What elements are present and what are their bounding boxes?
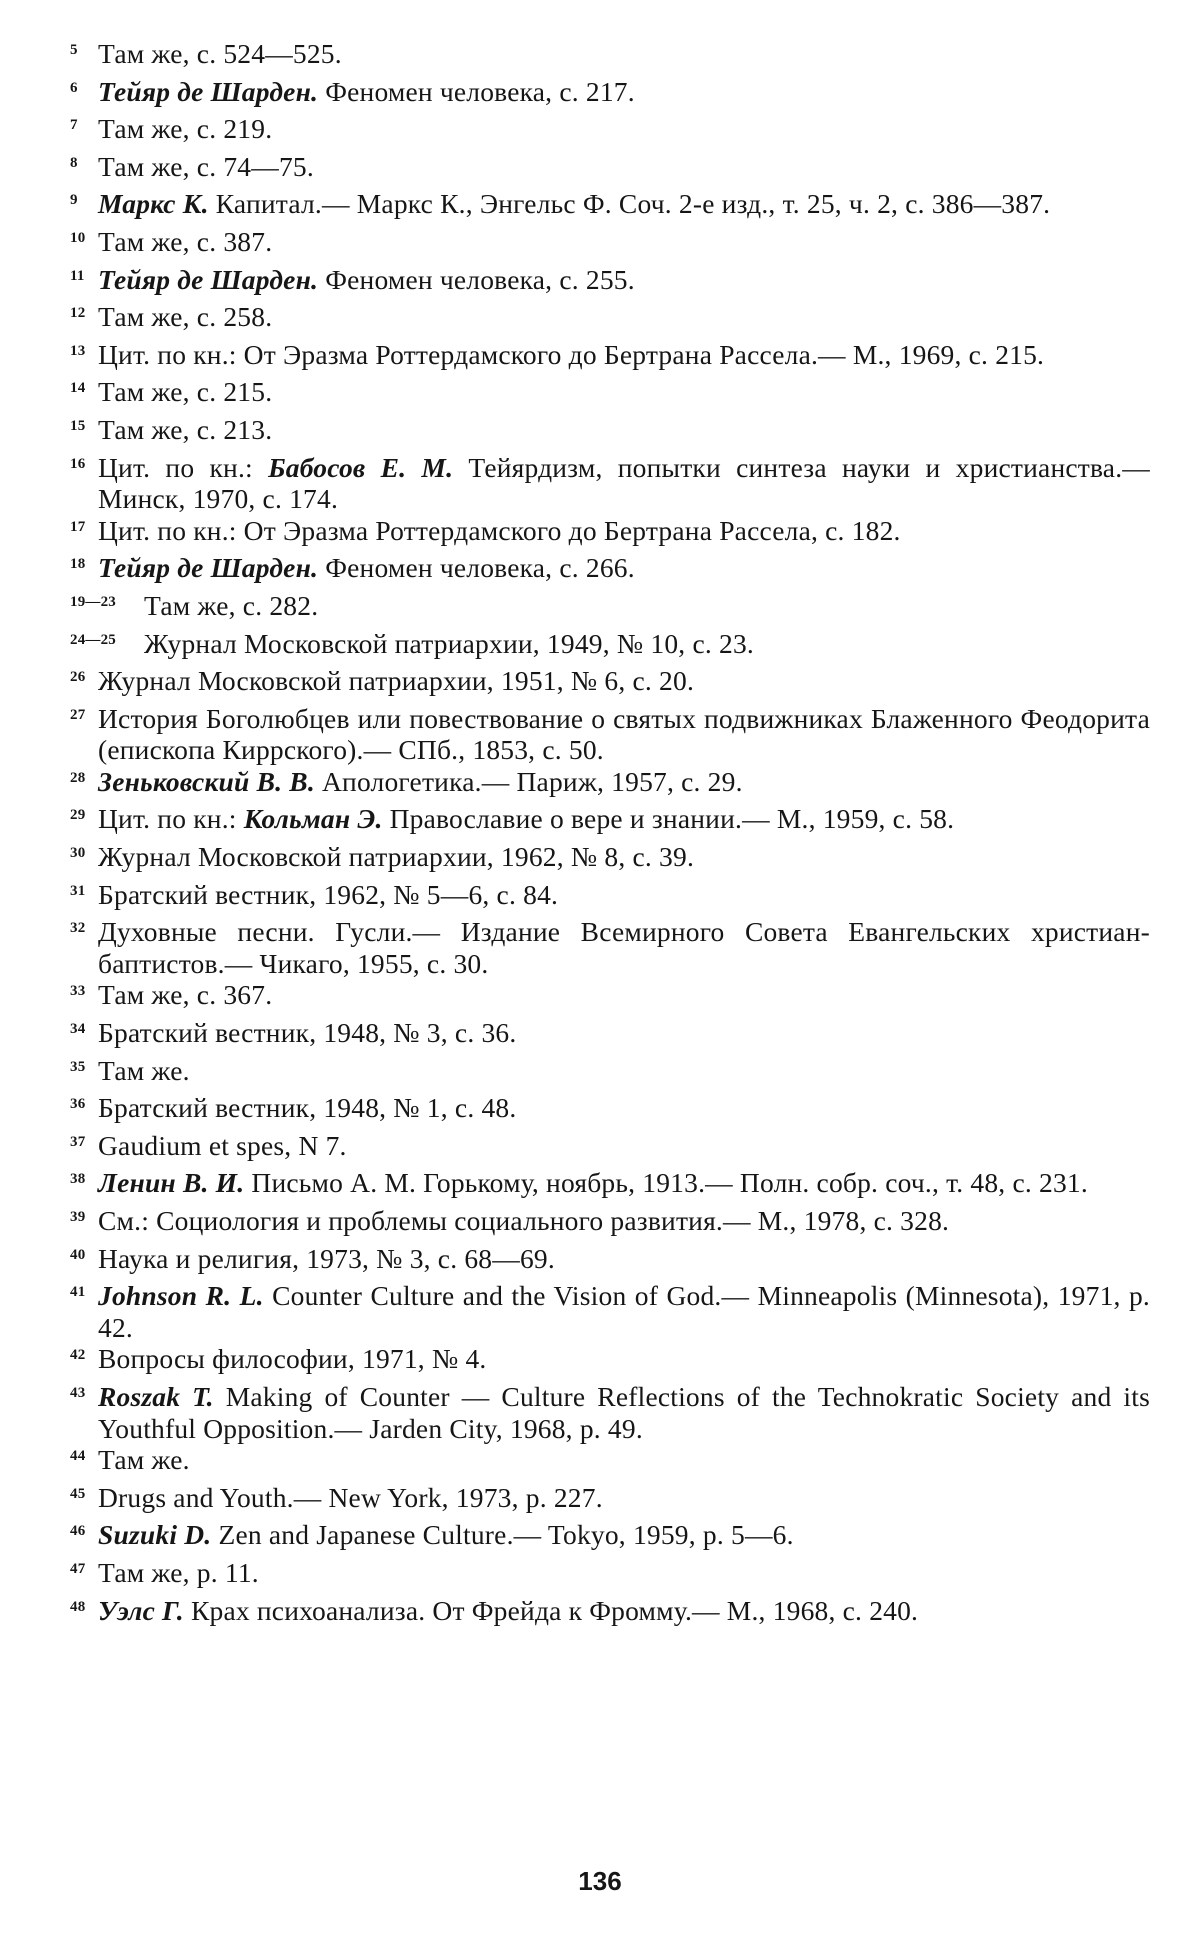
- footnote: [70, 1243, 1150, 1281]
- footnote: [70, 76, 1150, 114]
- footnote-number: 7: [70, 117, 78, 134]
- footnote-text: [98, 1557, 1150, 1589]
- footnote-number: 12: [70, 305, 86, 322]
- footnote: [70, 916, 1150, 979]
- footnote: [70, 1557, 1150, 1595]
- footnote-number: 14: [70, 380, 86, 397]
- footnote-reference: Вопросы философии, 1971, № 4.: [98, 1343, 487, 1375]
- footnote-text: [98, 703, 1150, 766]
- footnote: [70, 1130, 1150, 1168]
- footnote-reference: Там же, с. 258.: [98, 301, 273, 333]
- footnote-reference: Zen and Japanese Culture.— Tokyo, 1959, p. 5—6.: [211, 1519, 794, 1551]
- footnote: [70, 452, 1150, 515]
- footnote-number: 27: [70, 706, 86, 723]
- footnote-reference: Там же, с. 524—525.: [98, 38, 342, 69]
- footnote-number: 11: [70, 267, 85, 284]
- footnote-number: 35: [70, 1058, 86, 1075]
- footnote-number: 45: [70, 1485, 86, 1502]
- footnote-text: [98, 916, 1150, 979]
- footnote: [70, 264, 1150, 302]
- footnote-text: [98, 1055, 1150, 1087]
- footnote: [70, 1519, 1150, 1557]
- footnote-reference: См.: Социология и проблемы социального развития.— М., 1978, с. 328.: [98, 1205, 950, 1236]
- footnote-text: [98, 1205, 1150, 1237]
- footnote-reference: Апологетика.— Париж, 1957, с. 29.: [314, 765, 743, 797]
- footnote-author: Suzuki D.: [98, 1519, 212, 1551]
- footnote-number: 13: [70, 342, 86, 359]
- footnote-number: 5: [70, 42, 78, 58]
- footnote-number: 26: [70, 669, 86, 686]
- footnote: [70, 665, 1150, 703]
- footnote: [70, 515, 1150, 553]
- footnote-reference: Gaudium et spes, N 7.: [98, 1129, 347, 1161]
- footnote: [70, 703, 1150, 766]
- footnote-text: [98, 665, 1150, 697]
- footnote-reference: Drugs and Youth.— New York, 1973, p. 227.: [98, 1481, 603, 1513]
- footnote-reference: Феномен человека, с. 217.: [318, 75, 635, 107]
- footnote-reference: Письмо А. М. Горькому, ноябрь, 1913.— Полн. собр. соч., т. 48, с. 231.: [244, 1167, 1088, 1199]
- footnote-number: 18: [70, 556, 86, 573]
- footnote-number: 36: [70, 1096, 86, 1113]
- footnote: [70, 414, 1150, 452]
- footnote-number: 9: [70, 192, 78, 209]
- footnote-text: [98, 414, 1150, 446]
- footnote-text: [98, 339, 1150, 371]
- footnote-text: [98, 1444, 1150, 1476]
- footnote-reference: Православие о вере и знании.— М., 1959, с. 58.: [382, 803, 955, 835]
- footnote-reference: Братский вестник, 1948, № 3, с. 36.: [98, 1017, 517, 1049]
- footnote-author: Маркс К.: [98, 188, 209, 220]
- footnote-text: [98, 226, 1150, 258]
- footnote-text: [98, 76, 1150, 108]
- footnote-text: [98, 188, 1150, 220]
- footnote-reference: Цит. по кн.: От Эразма Роттердамского до Бертрана Рассела.— М., 1969, с. 215.: [98, 338, 1045, 370]
- footnote-number: 30: [70, 845, 86, 862]
- footnote: [70, 1343, 1150, 1381]
- footnote-text: [98, 1017, 1150, 1049]
- footnote: [70, 151, 1150, 189]
- footnote-text: [98, 1381, 1150, 1444]
- footnote: [70, 1092, 1150, 1130]
- footnote-reference: Там же, с. 387.: [98, 225, 273, 257]
- footnote-text: [144, 590, 1150, 622]
- footnote-reference: Журнал Московской патриархии, 1949, № 10, с. 23.: [144, 627, 754, 659]
- footnote-text: [98, 1130, 1150, 1162]
- footnote: [70, 1055, 1150, 1093]
- footnote-number: 42: [70, 1347, 86, 1364]
- footnote-number: 38: [70, 1171, 86, 1188]
- footnote-number: 39: [70, 1209, 86, 1225]
- footnote-text: [98, 1092, 1150, 1124]
- footnote-text: [144, 628, 1150, 660]
- footnote-number: 43: [70, 1384, 86, 1401]
- footnote-reference: Там же, с. 213.: [98, 413, 273, 445]
- footnote: [70, 1444, 1150, 1482]
- footnote-reference: Тейярдизм, попытки синтеза науки и христианства.— Минск, 1970, с. 174.: [98, 451, 1150, 515]
- footnote-author: Тейяр де Шарден.: [98, 263, 319, 295]
- footnote: [70, 188, 1150, 226]
- footnote: [70, 339, 1150, 377]
- footnote: [70, 979, 1150, 1017]
- footnotes-list: [70, 38, 1150, 1632]
- footnote-author: Кольман Э.: [243, 803, 383, 835]
- footnote-number: 46: [70, 1523, 86, 1540]
- footnote-text: [98, 803, 1150, 835]
- footnote-text: [98, 1280, 1150, 1343]
- footnote-text: [98, 841, 1150, 873]
- footnote: [70, 766, 1150, 804]
- footnote-text: [98, 1243, 1150, 1275]
- footnote: [70, 803, 1150, 841]
- footnote-reference: Капитал.— Маркс К., Энгельс Ф. Соч. 2-е изд., т. 25, ч. 2, с. 386—387.: [208, 188, 1051, 220]
- footnote: [70, 38, 1150, 76]
- footnote: [70, 628, 1150, 666]
- footnote-text: [98, 38, 1150, 70]
- footnote-reference: Журнал Московской патриархии, 1951, № 6, с. 20.: [98, 665, 695, 697]
- footnote-text: [98, 301, 1150, 333]
- footnote-reference: Цит. по кн.: От Эразма Роттердамского до Бертрана Рассела, с. 182.: [98, 514, 901, 546]
- footnote-reference: Феномен человека, с. 255.: [318, 263, 635, 295]
- footnote-number: 24—25: [70, 631, 116, 648]
- footnote-reference: Там же.: [98, 1444, 190, 1476]
- footnote-text: [98, 151, 1150, 183]
- footnote-text: [98, 1167, 1150, 1199]
- page-number: 136: [578, 1866, 622, 1896]
- footnote-text: [98, 879, 1150, 911]
- footnote-author: Зеньковский В. В.: [98, 765, 315, 797]
- footnote: [70, 1017, 1150, 1055]
- footnote-number: 32: [70, 920, 86, 937]
- footnote-number: 41: [70, 1284, 86, 1301]
- footnote-number: 17: [70, 518, 86, 535]
- footnote-reference: Там же, с. 219.: [98, 113, 273, 145]
- footnote-author: Бабосов Е. М.: [268, 451, 454, 483]
- footnote: [70, 1595, 1150, 1633]
- footnote-author: Roszak T.: [98, 1380, 214, 1412]
- footnote-author: Тейяр де Шарден.: [98, 75, 319, 107]
- footnote-text: [98, 1482, 1150, 1514]
- footnote: [70, 841, 1150, 879]
- footnote-text: [98, 552, 1150, 584]
- footnote: [70, 1482, 1150, 1520]
- footnote-reference: Там же.: [98, 1054, 190, 1086]
- footnote-number: 28: [70, 769, 86, 786]
- footnote-text: [98, 113, 1150, 145]
- footnote-text: [98, 264, 1150, 296]
- footnote-text: [98, 979, 1150, 1011]
- footnote-number: 33: [70, 983, 86, 1000]
- footnote-reference: Феномен человека, с. 266.: [318, 552, 635, 584]
- footnote-number: 34: [70, 1021, 86, 1038]
- footnote: [70, 301, 1150, 339]
- footnote-number: 10: [70, 229, 86, 246]
- footnote-number: 29: [70, 807, 86, 824]
- footnote: [70, 1381, 1150, 1444]
- footnote-reference: Братский вестник, 1962, № 5—6, с. 84.: [98, 878, 559, 910]
- footnote-text: [98, 376, 1150, 408]
- footnote: [70, 1280, 1150, 1343]
- footnote-number: 37: [70, 1133, 86, 1150]
- footnote-reference: Making of Counter — Culture Reflections of the Technokratic Society and its Youthful Opposition.— Jarden City, 1968, p. 49.: [98, 1380, 1150, 1444]
- footnote-text: [98, 1595, 1150, 1627]
- footnote-reference: Там же, p. 11.: [98, 1556, 259, 1588]
- footnote: [70, 113, 1150, 151]
- footnote-reference: Там же, с. 215.: [98, 376, 273, 408]
- footnote-text: [98, 766, 1150, 798]
- footnote: [70, 879, 1150, 917]
- footnote: [70, 552, 1150, 590]
- footnote-number: 6: [70, 79, 78, 96]
- footnote-number: 8: [70, 154, 78, 171]
- footnote-number: 47: [70, 1560, 86, 1577]
- footnote-author: Johnson R. L.: [98, 1280, 264, 1312]
- footnote-reference: Там же, с. 367.: [98, 979, 273, 1011]
- footnote-reference: Духовные песни. Гусли.— Издание Всемирного Совета Евангельских христиан-баптистов.— Чикаго, 1955, с. 30.: [98, 916, 1150, 979]
- footnote-author: Уэлс Г.: [98, 1594, 184, 1626]
- footnote: [70, 226, 1150, 264]
- footnote-reference: Наука и религия, 1973, № 3, с. 68—69.: [98, 1242, 555, 1274]
- footnote-reference: Братский вестник, 1948, № 1, с. 48.: [98, 1092, 517, 1124]
- footnote: [70, 1167, 1150, 1205]
- footnote-reference: Цит. по кн.:: [98, 803, 244, 835]
- footnote-author: Тейяр де Шарден.: [98, 552, 319, 584]
- footnote-reference: Журнал Московской патриархии, 1962, № 8, с. 39.: [98, 841, 695, 873]
- footnote-number: 16: [70, 455, 86, 472]
- footnote-reference: Цит. по кн.:: [98, 451, 269, 483]
- footnote-number: 31: [70, 882, 86, 899]
- footnote-text: [98, 452, 1150, 515]
- footnote-number: 15: [70, 417, 86, 434]
- footnote-number: 48: [70, 1598, 86, 1615]
- footnote-text: [98, 515, 1150, 547]
- footnote-reference: Там же, с. 282.: [144, 589, 319, 621]
- footnote: [70, 376, 1150, 414]
- footnote-number: 19—23: [70, 593, 116, 610]
- footnote: [70, 590, 1150, 628]
- footnote-reference: Там же, с. 74—75.: [98, 150, 314, 182]
- footnote-reference: Крах психоанализа. От Фрейда к Фромму.— М., 1968, с. 240.: [183, 1594, 919, 1626]
- footnote-text: [98, 1519, 1150, 1551]
- footnote-reference: Counter Culture and the Vision of God.— Minneapolis (Minnesota), 1971, p. 42.: [98, 1280, 1151, 1343]
- footnote-number: 44: [70, 1448, 86, 1465]
- footnote-author: Ленин В. И.: [98, 1167, 245, 1199]
- footnote: [70, 1205, 1150, 1243]
- footnote-number: 40: [70, 1246, 86, 1263]
- footnote-text: [98, 1343, 1150, 1375]
- footnote-reference: История Боголюбцев или повествование о святых подвижниках Блаженного Феодорита (епископа Киррского).— СПб., 1853, с. 50.: [98, 702, 1150, 766]
